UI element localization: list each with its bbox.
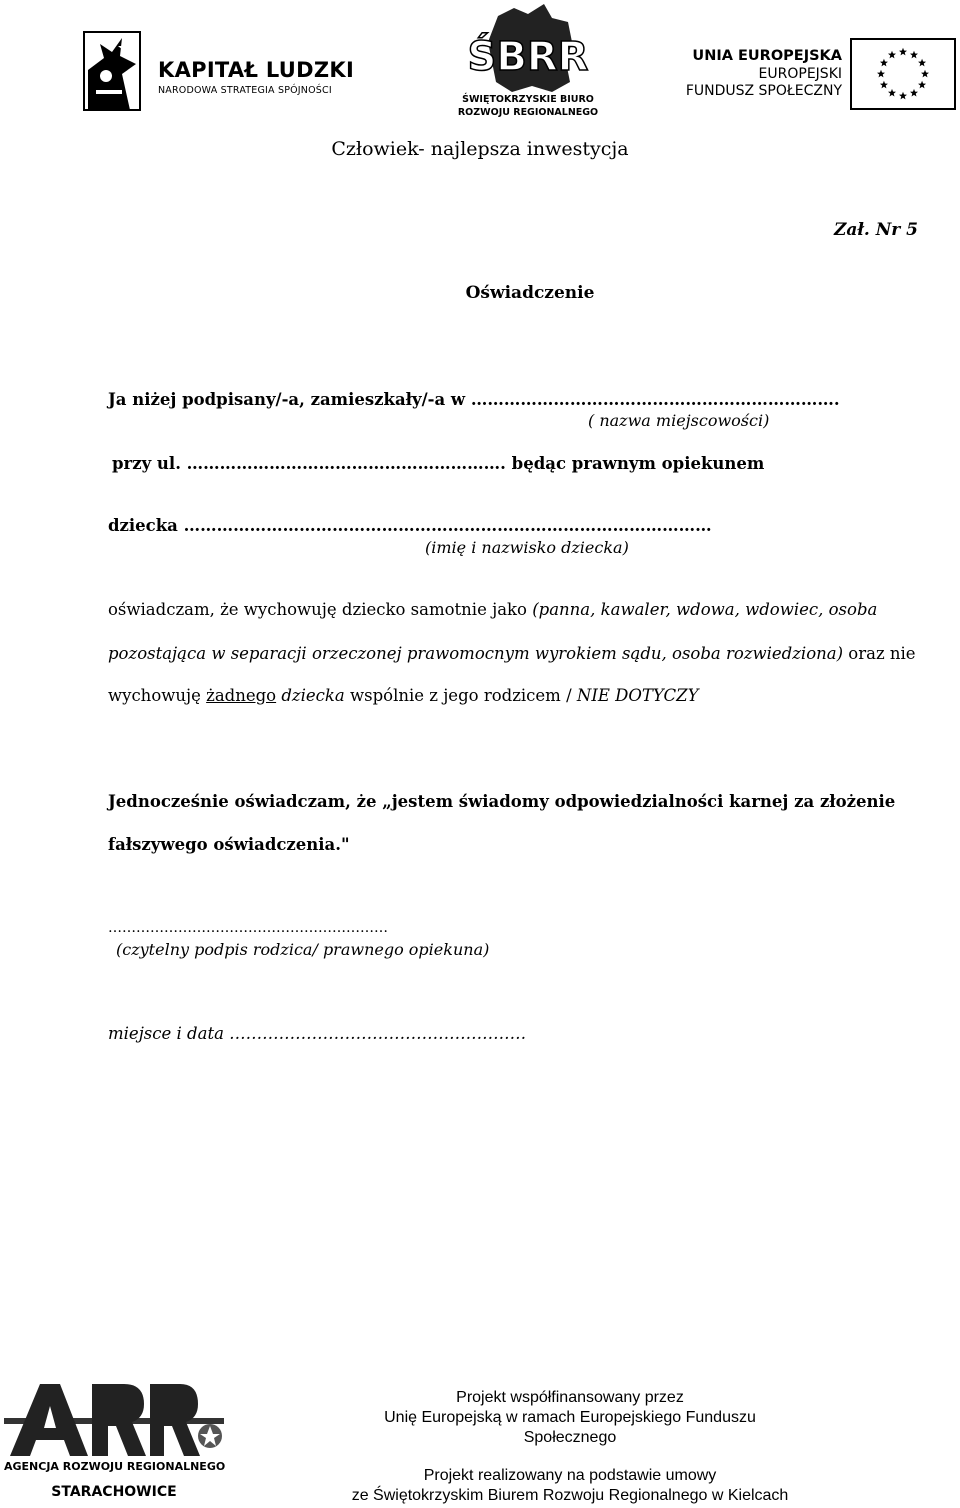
signature-caption: (czytelny podpis rodzica/ prawnego opiekuna) xyxy=(116,940,490,959)
arr-logo xyxy=(4,1380,224,1505)
arr-line2: STARACHOWICE xyxy=(51,1484,177,1500)
document-title: Oświadczenie xyxy=(465,283,595,303)
attachment-number: Zał. Nr 5 xyxy=(833,220,918,240)
kapital-ludzki-logo xyxy=(80,28,355,114)
sbrr-logo xyxy=(448,2,608,120)
ue-line3: FUNDUSZ SPOŁECZNY xyxy=(685,83,842,99)
kapital-ludzki-emblem-icon xyxy=(82,30,142,112)
declaration-line2: fałszywego oświadczenia." xyxy=(108,835,350,854)
ue-line1: UNIA EUROPEJSKA xyxy=(692,48,842,64)
arr-line1: AGENCJA ROZWOJU REGIONALNEGO xyxy=(4,1460,226,1473)
signature-dots: …………………………………………………… xyxy=(108,920,388,936)
kapital-ludzki-subtitle: NARODOWA STRATEGIA SPÓJNOŚCI xyxy=(158,85,332,96)
statement-line1 xyxy=(108,600,877,619)
statement-text-c: wspólnie z jego rodzicem / xyxy=(344,686,577,705)
eu-flag-icon xyxy=(850,38,956,110)
statement-line2 xyxy=(108,644,916,663)
kapital-ludzki-title: KAPITAŁ LUDZKI xyxy=(158,58,355,82)
place-date: miejsce i data ……………………………………………… xyxy=(108,1024,527,1043)
statement-text-a: wychowuję xyxy=(108,686,207,705)
footer-line1: Projekt współfinansowany przez xyxy=(456,1389,684,1406)
footer-line4: Projekt realizowany na podstawie umowy xyxy=(423,1467,717,1484)
ue-line2: EUROPEJSKI xyxy=(758,66,842,82)
tagline: Człowiek- najlepsza inwestycja xyxy=(331,138,629,160)
city-caption: ( nazwa miejscowości) xyxy=(588,411,770,430)
footer-line5: ze Świętokrzyskim Biurem Rozwoju Regionalnego w Kielcach xyxy=(351,1487,789,1504)
statement-line3 xyxy=(108,686,698,705)
residence-line: Ja niżej podpisany/-a, zamieszkały/-a w …………………………………………………………. xyxy=(108,390,840,409)
sbrr-region-map-icon xyxy=(448,2,608,94)
underlined-word: żadnego xyxy=(206,686,277,705)
eu-logo xyxy=(685,38,960,114)
sbrr-line1: ŚWIĘTOKRZYSKIE BIURO xyxy=(462,94,594,105)
footer-line2: Unię Europejską w ramach Europejskiego Funduszu xyxy=(384,1409,756,1426)
statement-child-word: dziecka xyxy=(276,686,345,705)
status-options-cont: pozostająca w separacji orzeczonej prawomocnym wyrokiem sądu, osoba rozwiedziona) xyxy=(108,644,844,663)
declaration-line1: Jednocześnie oświadczam, że „jestem świadomy odpowiedzialności karnej za złożenie xyxy=(108,792,896,811)
footer-line3: Społecznego xyxy=(523,1429,617,1446)
arr-emblem-icon xyxy=(4,1380,224,1456)
street-line xyxy=(112,454,764,473)
sbrr-line2: ROZWOJU REGIONALNEGO xyxy=(457,107,599,118)
child-line: dziecka …………………………………………………………………………………… xyxy=(108,516,712,535)
child-caption: (imię i nazwisko dziecka) xyxy=(425,538,629,557)
guardian-text: będąc prawnym opiekunem xyxy=(505,454,765,473)
not-applicable: NIE DOTYCZY xyxy=(576,686,699,705)
street-field: przy ul. …………………………………………………. xyxy=(112,454,506,473)
sbrr-name: ŚBRR xyxy=(467,34,589,80)
status-options: (panna, kawaler, wdowa, wdowiec, osoba xyxy=(532,600,878,619)
statement-text: oświadczam, że wychowuję dziecko samotnie jako xyxy=(108,600,533,619)
statement-tail: oraz nie xyxy=(843,644,916,663)
